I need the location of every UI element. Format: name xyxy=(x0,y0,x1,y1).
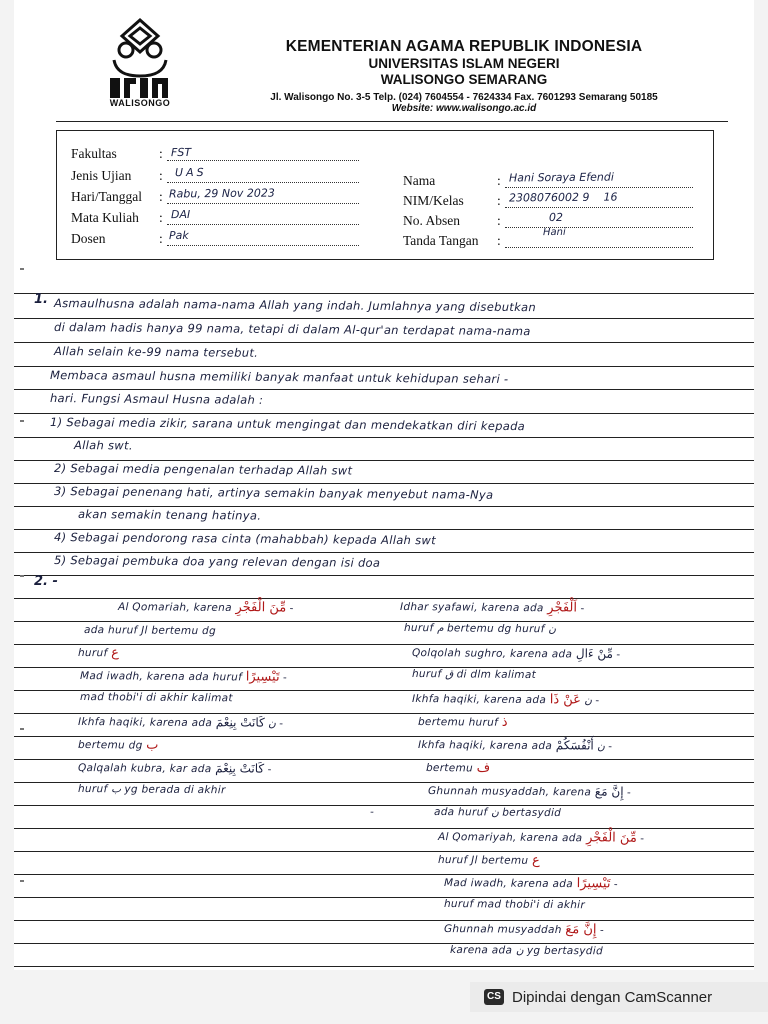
exam-sheet xyxy=(14,0,754,970)
ruled-line xyxy=(14,389,754,390)
arabic-phrase: تَيْسِيرًا xyxy=(245,669,280,685)
answer-1-line: akan semakin tenang hatinya. xyxy=(77,507,262,523)
student-info-box: Fakultas : FST Jenis Ujian : UAS Hari/Tanggal : Rabu, 29 Nov 2023 Mata Kuliah : DAI Dosen : Pak Nama : Hani Soraya Efendi NIM/Kelas : 2308076002 9 16 No. Absen : 02 Tanda Tangan : Hani xyxy=(56,130,714,260)
tajwid-left-line: mad thobi'i di akhir kalimat xyxy=(79,691,233,705)
ruled-line xyxy=(14,293,754,294)
tajwid-left-line: Qalqalah kubra, kar ada كَانَتْ بِنِعْمَ - xyxy=(77,761,272,776)
tajwid-right-line: karena ada ن yg bertasydid xyxy=(449,944,604,958)
lecturer-label: Dosen xyxy=(71,231,106,246)
lecturer-line xyxy=(167,233,359,246)
tajwid-right-line: Ghunnah musyaddah إِنَّ مَعَ - xyxy=(443,922,604,938)
letterhead-rule xyxy=(56,121,728,122)
side-dash: - xyxy=(369,806,375,819)
ruled-line xyxy=(14,920,754,921)
arabic-phrase: عَنْ ذَا xyxy=(549,692,581,708)
ruled-line xyxy=(14,943,754,944)
tajwid-right-line: Idhar syafawi, karena ada اَلْفَجْرِ - xyxy=(399,600,585,616)
attendance-number-line xyxy=(505,215,693,228)
tajwid-right-line: ada huruf ن bertasydid xyxy=(433,806,562,820)
university-city: WALISONGO SEMARANG xyxy=(380,72,548,87)
nim-class-label: NIM/Kelas xyxy=(403,193,464,208)
answer-1-line: di dalam hadis hanya 99 nama, tetapi di dalam Al-qur'an terdapat nama-nama xyxy=(53,320,531,339)
nim-class-value: 2308076002 9 16 xyxy=(508,190,618,205)
university-title: UNIVERSITAS ISLAM NEGERI xyxy=(368,56,560,71)
arabic-letter: ع xyxy=(111,645,119,661)
website: Website: www.walisongo.ac.id xyxy=(391,103,537,114)
tajwid-right-line: Ikhfa haqiki, karena ada ن عَنْ ذَا - xyxy=(411,692,600,708)
question-2-number: 2. - xyxy=(34,574,58,589)
date-value: Rabu, 29 Nov 2023 xyxy=(168,186,275,201)
answer-1-line: Allah swt. xyxy=(73,438,133,453)
ruled-line xyxy=(14,851,754,852)
tajwid-right-line: Ghunnah musyaddah, karena إِنَّ مَعَ - xyxy=(427,784,631,799)
tajwid-right-line: bertemu huruf ذ xyxy=(417,714,508,730)
lecturer-value: Pak xyxy=(168,228,189,243)
arabic-letter: ع xyxy=(531,852,540,868)
arabic-phrase: إِنَّ مَعَ xyxy=(565,922,597,938)
camscanner-text: Dipindai dengan CamScanner xyxy=(512,988,713,1006)
answer-1-line: 5) Sebagai pembuka doa yang relevan dengan isi doa xyxy=(53,553,381,570)
camscanner-icon: CS xyxy=(484,989,504,1005)
tajwid-left-line: Mad iwadh, karena ada huruf تَيْسِيرًا - xyxy=(79,669,287,685)
tajwid-right-line: huruf mad thobi'i di akhir xyxy=(443,898,586,912)
arabic-letter: ب xyxy=(146,737,159,753)
tajwid-right-line: Qolqolah sughro, karena ada مِّنْ ءَالِ - xyxy=(411,646,621,661)
ruled-line xyxy=(14,828,754,829)
arabic-phrase: كَانَتْ بِنِعْمَ xyxy=(215,761,265,776)
ruled-line xyxy=(14,805,754,806)
tajwid-left-line: huruf ب yg berada di akhir xyxy=(77,783,226,797)
exam-type-label: Jenis Ujian xyxy=(71,168,132,183)
arabic-letter: ذ xyxy=(501,714,508,730)
faculty-value: FST xyxy=(170,145,192,160)
tajwid-right-line: bertemu ف xyxy=(425,760,491,776)
answer-1-line: 2) Sebagai media pengenalan terhadap Allah swt xyxy=(53,461,353,478)
tajwid-left-line: huruf ع xyxy=(77,645,119,661)
ruled-line xyxy=(14,413,754,414)
arabic-phrase: اَلْفَجْرِ xyxy=(547,600,578,616)
exam-type-value: UAS xyxy=(174,165,207,180)
attendance-number-label: No. Absen xyxy=(403,213,460,228)
answer-1-line: Allah selain ke-99 nama tersebut. xyxy=(53,344,259,360)
ruled-line xyxy=(14,874,754,875)
ruled-line xyxy=(14,575,754,576)
arabic-letter: ف xyxy=(476,760,491,776)
signature-line xyxy=(505,235,693,248)
ruled-line xyxy=(14,342,754,343)
signature-value: Hani xyxy=(542,226,566,239)
answer-1-line: Asmaulhusna adalah nama-nama Allah yang indah. Jumlahnya yang disebutkan xyxy=(53,296,537,315)
uin-walisongo-logo xyxy=(96,16,184,110)
tajwid-left-line: ada huruf Jl bertemu dg xyxy=(83,624,217,638)
arabic-phrase: كَانَتْ بِنِعْمَ xyxy=(215,715,265,730)
date-label: Hari/Tanggal xyxy=(71,189,143,204)
name-label: Nama xyxy=(403,173,436,188)
ministry-title: KEMENTERIAN AGAMA REPUBLIK INDONESIA xyxy=(285,38,643,55)
ruled-line xyxy=(14,366,754,367)
arabic-phrase: مِّنْ ءَالِ xyxy=(575,646,614,661)
course-value: DAI xyxy=(170,207,191,222)
tajwid-left-line: Ikhfa haqiki, karena ada ن كَانَتْ بِنِعْمَ - xyxy=(77,715,284,730)
arabic-phrase: إِنَّ مَعَ xyxy=(594,784,624,799)
arabic-phrase: مِّنَ الْفَجْرِ xyxy=(586,830,637,846)
answer-1-line: Membaca asmaul husna memiliki banyak manfaat untuk kehidupan sehari - xyxy=(49,368,509,387)
course-line xyxy=(167,212,359,225)
tajwid-right-line: Mad iwadh, karena ada تَيْسِيرًا - xyxy=(443,876,618,892)
tajwid-right-line: huruf ق di dlm kalimat xyxy=(411,668,537,682)
faculty-line xyxy=(167,145,359,161)
arabic-phrase: أَنْفُسَكُمْ xyxy=(555,738,594,753)
ruled-line xyxy=(14,897,754,898)
tajwid-left-line: Al Qomariah, karena مِّنَ الْفَجْرِ - xyxy=(117,600,294,616)
ruled-line xyxy=(14,644,754,645)
arabic-phrase: تَيْسِيرًا xyxy=(576,876,611,892)
tajwid-right-line: huruf م bertemu dg huruf ن xyxy=(403,622,557,636)
ruled-line xyxy=(14,966,754,967)
tajwid-right-line: huruf Jl bertemu ع xyxy=(437,852,540,868)
course-label: Mata Kuliah xyxy=(71,210,139,225)
question-1-number: 1. xyxy=(34,292,48,307)
logo-caption: WALISONGO xyxy=(109,98,171,108)
letterhead xyxy=(224,38,704,114)
address: Jl. Walisongo No. 3-5 Telp. (024) 7604554 - 7624334 Fax. 7601293 Semarang 50185 xyxy=(270,92,658,103)
attendance-number-value: 02 xyxy=(548,210,564,225)
tajwid-right-line: Al Qomariyah, karena ada مِّنَ الْفَجْرِ - xyxy=(437,830,645,846)
tajwid-left-line: bertemu dg ب xyxy=(77,737,159,753)
answer-1-line: hari. Fungsi Asmaul Husna adalah : xyxy=(49,391,264,407)
tajwid-right-line: Ikhfa haqiki, karena ada ن أَنْفُسَكُمْ - xyxy=(417,738,613,753)
arabic-phrase: مِّنَ الْفَجْرِ xyxy=(235,600,287,616)
ruled-line xyxy=(14,318,754,319)
camscanner-watermark xyxy=(470,982,768,1012)
answer-1-line: 3) Sebagai penenang hati, artinya semakin banyak menyebut nama-Nya xyxy=(53,484,494,502)
signature-label: Tanda Tangan xyxy=(403,233,479,248)
answer-1-line: 4) Sebagai pendorong rasa cinta (mahabbah) kepada Allah swt xyxy=(53,530,437,548)
faculty-label: Fakultas xyxy=(71,146,117,161)
name-value: Hani Soraya Efendi xyxy=(508,170,614,185)
answer-1-line: 1) Sebagai media zikir, sarana untuk mengingat dan mendekatkan diri kepada xyxy=(49,415,526,434)
